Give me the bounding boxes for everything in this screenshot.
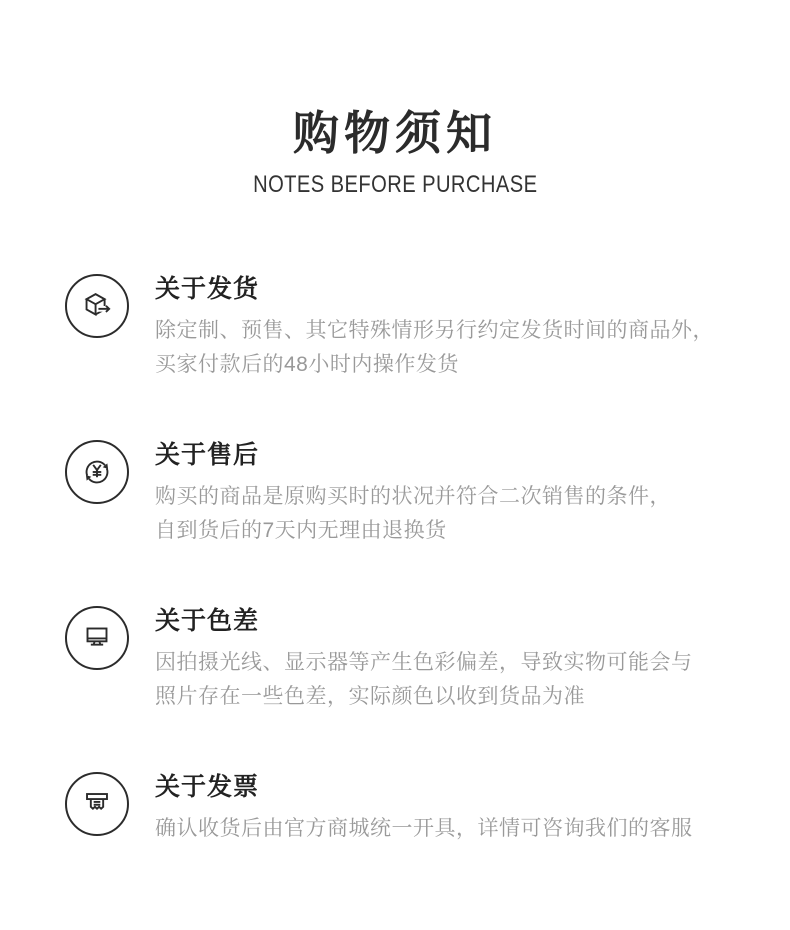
- refund-cycle-icon: [65, 440, 129, 504]
- notice-section-aftersales: [65, 440, 790, 548]
- notice-content: [155, 606, 693, 714]
- notice-text-line: 购买的商品是原购买时的状况并符合二次销售的条件，: [155, 484, 671, 508]
- notice-list: [0, 274, 790, 846]
- notice-body: [155, 314, 714, 382]
- monitor-icon: [65, 606, 129, 670]
- shipping-box-icon: [65, 274, 129, 338]
- notice-title: 关于色差: [155, 606, 260, 635]
- notice-text-line: 因拍摄光线、显示器等产生色彩偏差，导致实物可能会与: [155, 650, 693, 674]
- notice-text-line: 除定制、预售、其它特殊情形另行约定发货时间的商品外，: [155, 318, 714, 342]
- notice-section-shipping: [65, 274, 790, 382]
- page-subtitle-wrap: [0, 171, 790, 200]
- invoice-receipt-icon: [65, 772, 129, 836]
- page-title: 购物须知: [293, 107, 497, 159]
- notice-title: 关于发票: [155, 772, 260, 801]
- page-subtitle: NOTES BEFORE PURCHASE: [252, 171, 538, 199]
- notice-text-line: 照片存在一些色差，实际颜色以收到货品为准: [155, 684, 585, 708]
- notice-section-invoice: [65, 772, 790, 846]
- notice-title: 关于发货: [155, 274, 260, 303]
- notice-content: [155, 440, 671, 548]
- notice-text-line: 确认收货后由官方商城统一开具，详情可咨询我们的客服: [155, 816, 693, 840]
- notice-section-color: [65, 606, 790, 714]
- notice-title: 关于售后: [155, 440, 260, 469]
- notice-content: [155, 274, 714, 382]
- notice-text-line: 自到货后的7天内无理由退换货: [155, 518, 447, 542]
- notice-body: [155, 480, 671, 548]
- notice-text-line: 买家付款后的48小时内操作发货: [155, 352, 459, 376]
- notice-body: [155, 646, 693, 714]
- page-header: [0, 0, 790, 200]
- notice-content: [155, 772, 693, 846]
- notice-body: [155, 812, 693, 846]
